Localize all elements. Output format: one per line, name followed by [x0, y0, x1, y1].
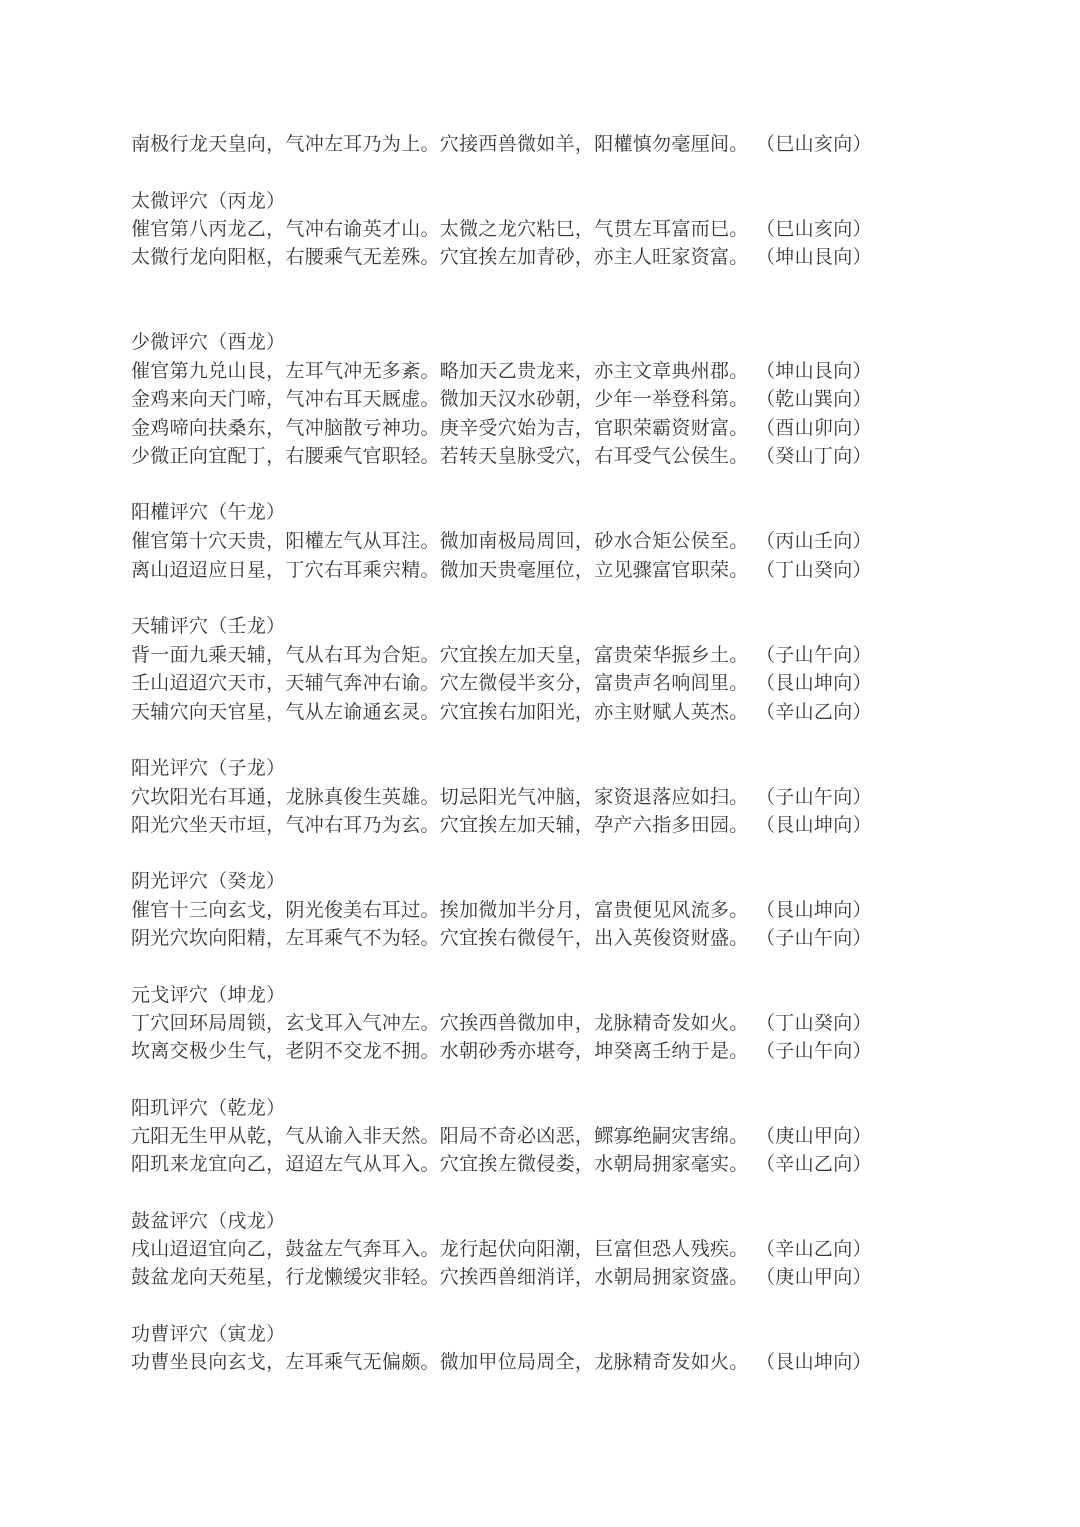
verse-text: 催官十三向玄戈，阴光俊美右耳过。挨加微加半分月，富贵便见风流多。 — [131, 899, 749, 921]
direction-note: （辛山乙向） — [756, 1238, 872, 1260]
section-heading: 太微评穴（丙龙） — [131, 190, 286, 212]
verse-line — [131, 1037, 891, 1065]
verse-line — [131, 1348, 891, 1376]
direction-note: （丁山癸向） — [756, 1012, 872, 1034]
verse-line — [131, 1009, 891, 1037]
verse-line — [131, 669, 891, 697]
verse-text: 鼓盆龙向天苑星，行龙懒缓灾非轻。穴挨西兽细消详，水朝局拥家资盛。 — [131, 1266, 749, 1288]
section-heading: 少微评穴（酉龙） — [131, 331, 286, 353]
intro-line — [131, 130, 891, 158]
direction-note: （乾山巽向） — [756, 388, 872, 410]
verse-line — [131, 243, 891, 271]
verse-text: 离山迢迢应日星，丁穴右耳乘宍精。微加天贵毫厘位，立见骤富官职荣。 — [131, 559, 749, 581]
verse-text: 少微正向宜配丁，右腰乘气官职轻。若转天皇脉受穴，右耳受气公侯生。 — [131, 445, 749, 467]
verse-line — [131, 896, 891, 924]
direction-note: （巳山亥向） — [756, 133, 872, 155]
direction-note: （酉山卯向） — [756, 417, 872, 439]
section-heading: 天辅评穴（壬龙） — [131, 615, 286, 637]
verse-text: 背一面九乘天辅，气从右耳为合矩。穴宜挨左加天皇，富贵荣华振乡土。 — [131, 644, 749, 666]
verse-text: 阳玑来龙宜向乙，迢迢左气从耳入。穴宜挨左微侵娄，水朝局拥家毫实。 — [131, 1153, 749, 1175]
direction-note: （子山午向） — [756, 644, 872, 666]
direction-note: （艮山坤向） — [756, 899, 872, 921]
verse-text: 催官第九兑山艮，左耳气冲无多紊。略加天乙贵龙来，亦主文章典州郡。 — [131, 360, 749, 382]
verse-line — [131, 1122, 891, 1150]
verse-text: 催官第十穴天贵，阳權左气从耳注。微加南极局周回，砂水合矩公侯至。 — [131, 530, 749, 552]
section-heading: 阳光评穴（子龙） — [131, 757, 286, 779]
section-heading: 阳玑评穴（乾龙） — [131, 1097, 286, 1119]
verse-text: 戌山迢迢宜向乙，鼓盆左气奔耳入。龙行起伏向阳潮，巨富但恐人残疾。 — [131, 1238, 749, 1260]
section-heading: 功曹评穴（寅龙） — [131, 1323, 286, 1345]
section-heading: 鼓盆评穴（戌龙） — [131, 1210, 286, 1232]
direction-note: （坤山艮向） — [756, 246, 872, 268]
direction-note: （丙山壬向） — [756, 530, 872, 552]
direction-note: （癸山丁向） — [756, 445, 872, 467]
direction-note: （庚山甲向） — [756, 1266, 872, 1288]
verse-text: 亢阳无生甲从乾，气从谕入非天然。阳局不奇必凶恶，鳏寡绝嗣灾害绵。 — [131, 1125, 749, 1147]
verse-line — [131, 924, 891, 952]
verse-line — [131, 357, 891, 385]
direction-note: （子山午向） — [756, 786, 872, 808]
verse-line — [131, 527, 891, 555]
verse-text: 天辅穴向天官星，气从左谕通玄灵。穴宜挨右加阳光，亦主财赋人英杰。 — [131, 701, 749, 723]
verse-text: 穴坎阳光右耳通，龙脉真俊生英雄。切忌阳光气冲脑，家资退落应如扫。 — [131, 786, 749, 808]
verse-line — [131, 783, 891, 811]
verse-line — [131, 215, 891, 243]
verse-text: 坎离交极少生气，老阴不交龙不拥。水朝砂秀亦堪夸，坤癸离壬纳于是。 — [131, 1040, 749, 1062]
direction-note: （艮山坤向） — [756, 672, 872, 694]
verse-line — [131, 385, 891, 413]
verse-text: 丁穴回环局周锁，玄戈耳入气冲左。穴挨西兽微加申，龙脉精奇发如火。 — [131, 1012, 749, 1034]
verse-line — [131, 641, 891, 669]
direction-note: （子山午向） — [756, 927, 872, 949]
verse-line — [131, 811, 891, 839]
direction-note: （巳山亥向） — [756, 218, 872, 240]
direction-note: （艮山坤向） — [756, 814, 872, 836]
verse-text: 金鸡来向天门啼，气冲右耳天厩虚。微加天汉水砂朝，少年一举登科第。 — [131, 388, 749, 410]
verse-text: 阴光穴坎向阳精，左耳乘气不为轻。穴宜挨右微侵午，出入英俊资财盛。 — [131, 927, 749, 949]
verse-text: 太微行龙向阳枢，右腰乘气无差殊。穴宜挨左加青砂，亦主人旺家资富。 — [131, 246, 749, 268]
verse-line — [131, 1263, 891, 1291]
section-heading: 阴光评穴（癸龙） — [131, 870, 286, 892]
direction-note: （丁山癸向） — [756, 559, 872, 581]
direction-note: （辛山乙向） — [756, 1153, 872, 1175]
verse-text: 阳光穴坐天市垣，气冲右耳乃为玄。穴宜挨左加天辅，孕产六指多田园。 — [131, 814, 749, 836]
direction-note: （庚山甲向） — [756, 1125, 872, 1147]
verse-line — [131, 1150, 891, 1178]
verse-text: 金鸡啼向扶桑东，气冲脑散亏神功。庚辛受穴始为吉，官职荣霸资财富。 — [131, 417, 749, 439]
verse-line — [131, 556, 891, 584]
section-heading: 阳權评穴（午龙） — [131, 501, 286, 523]
direction-note: （子山午向） — [756, 1040, 872, 1062]
verse-line — [131, 1235, 891, 1263]
direction-note: （艮山坤向） — [756, 1351, 872, 1373]
verse-line — [131, 414, 891, 442]
verse-text: 壬山迢迢穴天市，天辅气奔冲右谕。穴左微侵半亥分，富贵声名响闾里。 — [131, 672, 749, 694]
verse-text: 催官第八丙龙乙，气冲右谕英才山。太微之龙穴粘巳，气贯左耳富而巳。 — [131, 218, 749, 240]
section-heading: 元戈评穴（坤龙） — [131, 984, 286, 1006]
verse-text: 功曹坐艮向玄戈，左耳乘气无偏颇。微加甲位局周全，龙脉精奇发如火。 — [131, 1351, 749, 1373]
direction-note: （辛山乙向） — [756, 701, 872, 723]
verse-line — [131, 698, 891, 726]
verse-text: 南极行龙天皇向，气冲左耳乃为上。穴接西兽微如羊，阳權慎勿毫厘间。 — [131, 133, 749, 155]
direction-note: （坤山艮向） — [756, 360, 872, 382]
verse-line — [131, 442, 891, 470]
